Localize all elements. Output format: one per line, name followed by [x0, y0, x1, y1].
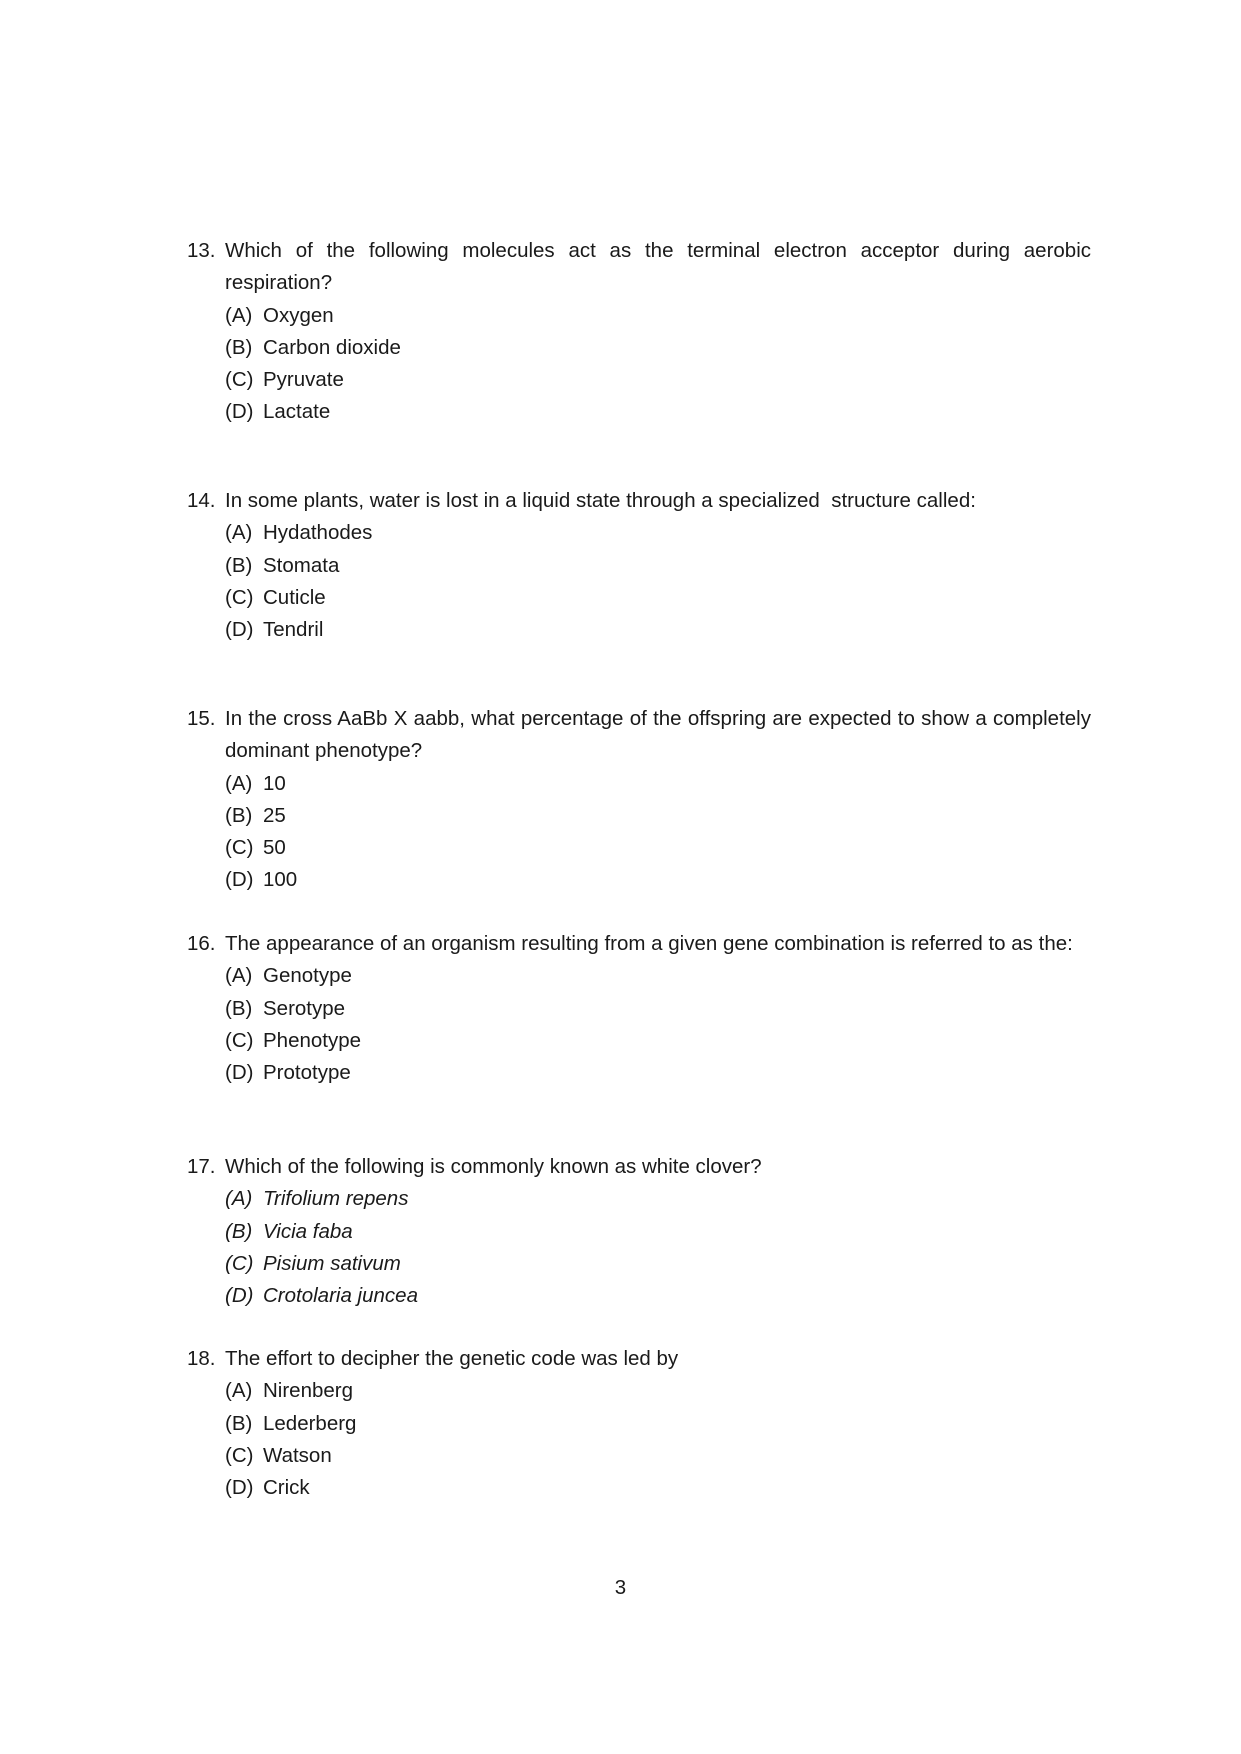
- option-text: 25: [263, 803, 286, 827]
- option-text: Oxygen: [263, 303, 334, 327]
- option-label: (C): [225, 368, 254, 392]
- option-list: [225, 768, 1091, 897]
- option-text: Hydathodes: [263, 521, 373, 545]
- option-label: (B): [225, 1411, 253, 1435]
- option-b: [225, 800, 1091, 832]
- option-d: [225, 1057, 1091, 1089]
- question-text: In some plants, water is lost in a liquid state through a specialized structure called:: [225, 489, 976, 512]
- question-15: [187, 703, 1091, 897]
- question-text: Which of the following molecules act as the terminal electron acceptor during aerobic respiration?: [225, 239, 1091, 295]
- option-label: (C): [225, 836, 254, 860]
- question-number: 13.: [187, 239, 216, 262]
- option-text: Pyruvate: [263, 368, 344, 392]
- option-a: [225, 1183, 1091, 1215]
- option-c: [225, 582, 1091, 614]
- question-16: [187, 928, 1091, 1089]
- option-c: [225, 832, 1091, 864]
- question-number: 16.: [187, 932, 216, 955]
- option-text: Cuticle: [263, 585, 326, 609]
- option-text: 50: [263, 836, 286, 860]
- question-17: [187, 1151, 1091, 1312]
- option-label: (A): [225, 964, 253, 988]
- option-c: [225, 1248, 1091, 1280]
- option-text: Watson: [263, 1443, 332, 1467]
- question-text: The effort to decipher the genetic code was led by: [225, 1347, 679, 1370]
- option-c: [225, 364, 1091, 396]
- option-label: (C): [225, 1028, 254, 1052]
- option-b: [225, 550, 1091, 582]
- option-text: Crick: [263, 1476, 310, 1500]
- option-label: (B): [225, 996, 253, 1020]
- option-c: [225, 1025, 1091, 1057]
- option-label: (D): [225, 868, 254, 892]
- option-text: Genotype: [263, 964, 352, 988]
- option-label: (A): [225, 1187, 253, 1211]
- option-text: Lactate: [263, 400, 331, 424]
- question-text: Which of the following is commonly known as white clover?: [225, 1155, 762, 1178]
- option-list: [225, 1183, 1091, 1312]
- question-text: The appearance of an organism resulting from a given gene combination is referred to as the:: [225, 932, 1073, 955]
- option-b: [225, 1408, 1091, 1440]
- question-18: [187, 1343, 1091, 1504]
- option-label: (B): [225, 1219, 253, 1243]
- option-b: [225, 332, 1091, 364]
- option-text: Phenotype: [263, 1028, 362, 1052]
- option-b: [225, 1216, 1091, 1248]
- option-text: Vicia faba: [263, 1219, 353, 1243]
- option-label: (C): [225, 1443, 254, 1467]
- option-d: [225, 1472, 1091, 1504]
- option-text: Lederberg: [263, 1411, 357, 1435]
- option-a: [225, 960, 1091, 992]
- question-number: 18.: [187, 1347, 216, 1370]
- option-text: Carbon dioxide: [263, 335, 401, 359]
- option-label: (A): [225, 303, 253, 327]
- option-label: (B): [225, 335, 253, 359]
- option-label: (B): [225, 803, 253, 827]
- option-label: (B): [225, 553, 253, 577]
- option-text: Prototype: [263, 1061, 351, 1085]
- option-text: 10: [263, 771, 286, 795]
- option-label: (D): [225, 618, 254, 642]
- option-text: Nirenberg: [263, 1379, 354, 1403]
- option-label: (A): [225, 521, 253, 545]
- option-text: Serotype: [263, 996, 346, 1020]
- option-list: [225, 960, 1091, 1089]
- question-13: [187, 235, 1091, 429]
- question-14: [187, 485, 1091, 646]
- question-number: 14.: [187, 489, 216, 512]
- option-label: (D): [225, 1476, 254, 1500]
- option-label: (A): [225, 771, 253, 795]
- question-number: 17.: [187, 1155, 216, 1178]
- option-list: [225, 300, 1091, 429]
- option-text: Pisium sativum: [263, 1251, 401, 1275]
- option-label: (C): [225, 585, 254, 609]
- page-number: 3: [614, 1576, 627, 1599]
- option-label: (D): [225, 1061, 254, 1085]
- option-list: [225, 517, 1091, 646]
- option-label: (A): [225, 1379, 253, 1403]
- option-b: [225, 993, 1091, 1025]
- option-text: Tendril: [263, 618, 324, 642]
- option-d: [225, 1280, 1091, 1312]
- option-c: [225, 1440, 1091, 1472]
- option-label: (C): [225, 1251, 254, 1275]
- option-a: [225, 300, 1091, 332]
- option-d: [225, 864, 1091, 896]
- option-label: (D): [225, 1284, 254, 1308]
- option-text: 100: [263, 868, 298, 892]
- option-a: [225, 1375, 1091, 1407]
- option-label: (D): [225, 400, 254, 424]
- option-text: Crotolaria juncea: [263, 1284, 418, 1308]
- option-d: [225, 614, 1091, 646]
- option-list: [225, 1375, 1091, 1504]
- question-number: 15.: [187, 707, 216, 730]
- option-text: Trifolium repens: [263, 1187, 409, 1211]
- option-text: Stomata: [263, 553, 340, 577]
- option-a: [225, 517, 1091, 549]
- option-a: [225, 768, 1091, 800]
- option-d: [225, 396, 1091, 428]
- question-text: In the cross AaBb X aabb, what percentage of the offspring are expected to show a completely dominant phenotype?: [225, 707, 1091, 763]
